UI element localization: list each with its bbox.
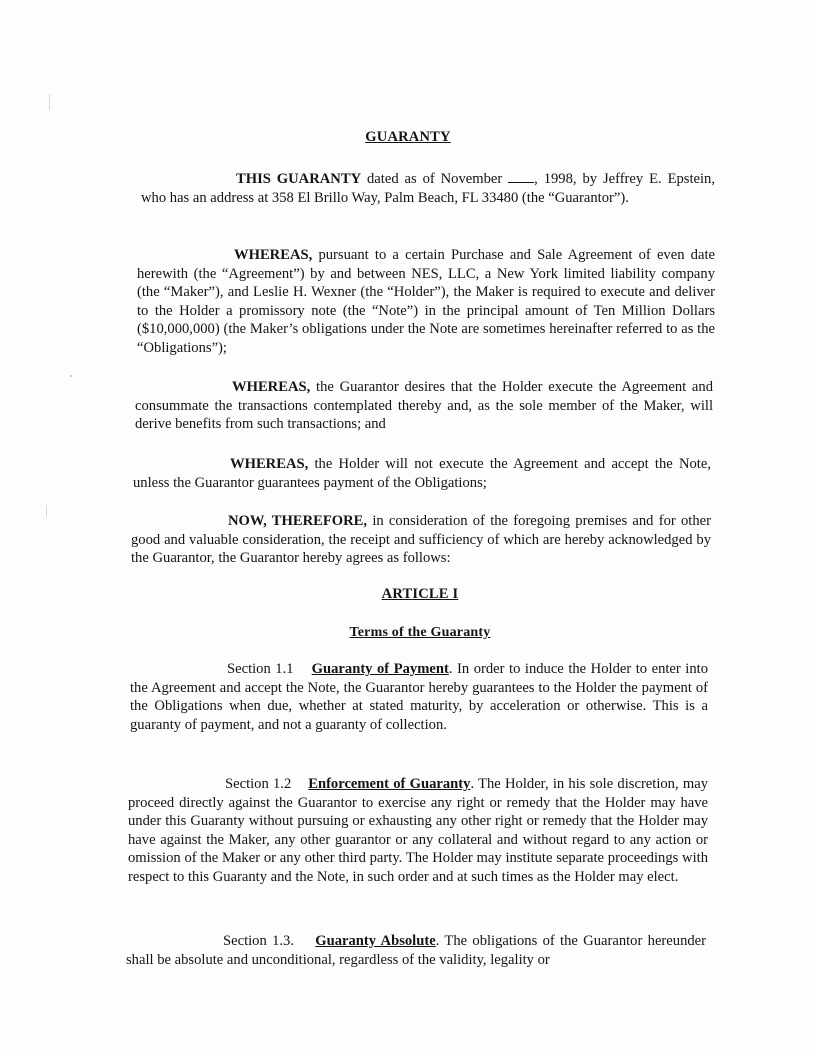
recital-paragraph — [131, 512, 711, 568]
scan-mark — [46, 505, 47, 517]
recital-lead: WHEREAS, — [230, 456, 309, 472]
section-paragraph — [128, 775, 708, 887]
section-paragraph — [130, 660, 708, 734]
intro-text-part2: , 1998, by Jeffrey E. Epstein, who has an address at 358 El Brillo Way, Palm Beach, FL 33480 (the “Guarantor”). — [141, 171, 715, 206]
recital-text: the Guarantor desires that the Holder execute the Agreement and consummate the transactions contemplated thereby and, as the sole member of the Maker, will derive benefits from such transactions; and — [135, 379, 713, 433]
recital-text: the Holder will not execute the Agreement and accept the Note, unless the Guarantor guarantees payment of the Obligations; — [133, 456, 711, 491]
article-subheading: Terms of the Guaranty — [349, 625, 491, 640]
recital-text: in consideration of the foregoing premises and for other good and valuable consideration, the receipt and sufficiency of which are hereby acknowledged by the Guarantor, the Guarantor hereby agrees as follows: — [131, 513, 711, 567]
recital-lead: WHEREAS, — [234, 247, 313, 263]
section-title: Guaranty of Payment — [311, 661, 449, 677]
section-title: Guaranty Absolute — [315, 933, 436, 949]
recital-paragraph — [137, 246, 715, 358]
document-title: GUARANTY — [365, 129, 451, 145]
recital-text: pursuant to a certain Purchase and Sale Agreement of even date herewith (the “Agreement”) by and between NES, LLC, a New York limited liability company (the “Maker”), and Leslie H. Wexner (the “Holder”), the Maker is required to execute and deliver to the Holder a promissory note (the “Note”) in the principal amount of Ten Million Dollars ($10,000,000) (the Maker’s obligations under the Note are sometimes hereinafter referred to as the “Obligations”); — [137, 247, 715, 356]
intro-text-part1: dated as of November — [361, 171, 509, 187]
section-text: . The obligations of the Guarantor hereunder shall be absolute and unconditional, regardless of the validity, legality or — [126, 933, 706, 968]
section-number: Section 1.3. — [223, 933, 294, 949]
intro-lead: THIS GUARANTY — [236, 171, 362, 187]
recital-lead: WHEREAS, — [232, 379, 311, 395]
section-number: Section 1.1 — [227, 661, 294, 677]
section-number: Section 1.2 — [225, 776, 292, 792]
recital-paragraph — [133, 455, 711, 492]
scan-mark — [49, 94, 50, 110]
date-blank — [508, 170, 534, 183]
section-paragraph — [126, 932, 706, 969]
intro-paragraph — [141, 170, 715, 207]
recital-lead: NOW, THEREFORE, — [228, 513, 368, 529]
recital-paragraph — [135, 378, 713, 434]
scan-speck — [70, 375, 72, 377]
section-text: . The Holder, in his sole discretion, may proceed directly against the Guarantor to exercise any right or remedy that the Holder may have under this Guaranty without pursuing or exhausting any other right or remedy that the Holder may have against the Maker, any other guarantor or any collateral and without regard to any action or omission of the Maker or any other third party. The Holder may institute separate proceedings with respect to this Guaranty and the Note, in such order and at such times as the Holder may elect. — [128, 776, 708, 885]
section-title: Enforcement of Guaranty — [308, 776, 471, 792]
section-text: . In order to induce the Holder to enter into the Agreement and accept the Note, the Guarantor hereby guarantees to the Holder the payment of the Obligations when due, whether at stated maturity, by acceleration or otherwise. This is a guaranty of payment, and not a guaranty of collection. — [130, 661, 709, 733]
article-heading: ARTICLE I — [381, 586, 459, 602]
